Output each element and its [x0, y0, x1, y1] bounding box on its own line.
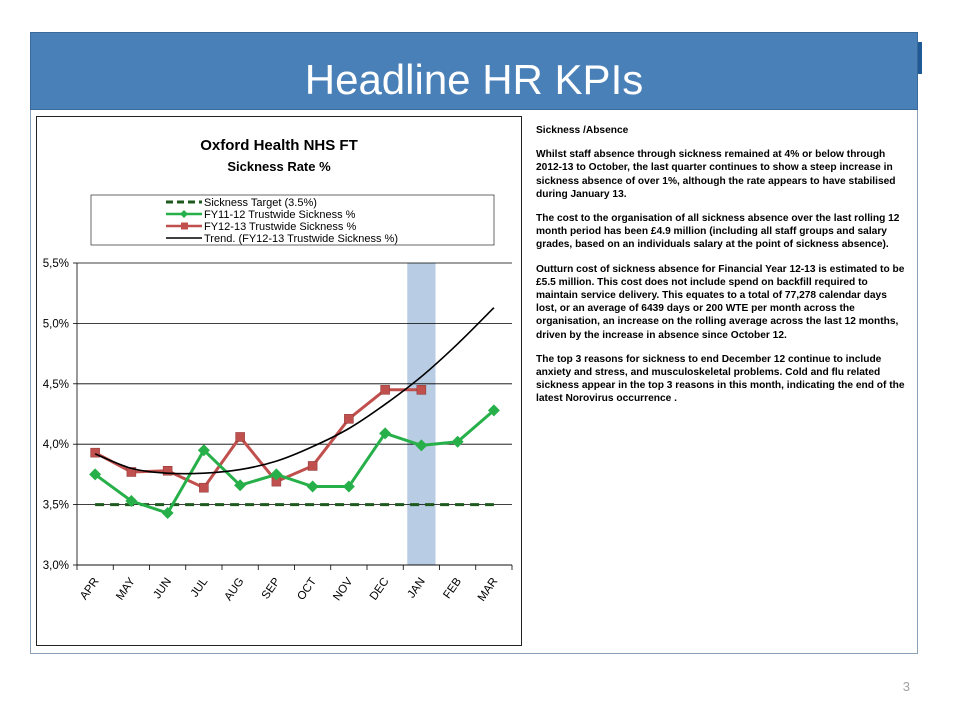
x-tick-label-oct: OCT — [295, 575, 320, 603]
y-tick-label: 5,0% — [42, 318, 69, 331]
chart-subtitle: Sickness Rate % — [227, 159, 331, 174]
page-title: Headline HR KPIs — [304, 56, 644, 103]
paragraph-absence-trend: Whilst staff absence through sickness remained at 4% or below through 2012-13 to October, the last quarter continues to show a steep increase in sickness absence of over 1%, although the rate appears to have stabilised during January 13. — [536, 149, 896, 200]
point-fy1213-nov — [344, 414, 353, 423]
x-tick-label-mar: MAR — [475, 575, 501, 604]
point-fy1213-jan — [417, 385, 426, 394]
legend-label: FY11-12 Trustwide Sickness % — [204, 209, 356, 221]
header-accent-bar — [918, 42, 922, 74]
plot-area — [43, 258, 512, 604]
legend-label: FY12-13 Trustwide Sickness % — [204, 221, 357, 233]
point-fy1213-dec — [381, 385, 390, 394]
y-tick-label: 3,0% — [42, 560, 69, 572]
paragraph-cost: The cost to the organisation of all sickness absence over the last rolling 12 month period has been £4.9 million (including all staff groups and salary grades, based on an individuals salary at the point of sickness absence). — [536, 213, 900, 251]
x-tick-label-sep: SEP — [259, 575, 283, 602]
point-fy1213-aug — [236, 432, 245, 441]
page-number: 3 — [902, 679, 910, 694]
x-tick-label-aug: AUG — [222, 575, 247, 604]
y-tick-label: 4,5% — [42, 378, 69, 391]
point-fy1112-jun — [162, 507, 174, 519]
x-tick-label-jan: JAN — [405, 575, 428, 601]
sickness-rate-chart — [36, 116, 522, 646]
x-tick-label-jul: JUL — [188, 575, 211, 600]
point-fy1213-oct — [308, 461, 317, 470]
series-fy1213-line — [95, 390, 421, 488]
x-tick-label-may: MAY — [114, 575, 138, 603]
chart-title: Oxford Health NHS FT — [200, 137, 358, 154]
x-tick-label-dec: DEC — [367, 575, 392, 603]
x-tick-label-feb: FEB — [441, 575, 465, 602]
point-fy1112-oct — [307, 480, 319, 492]
y-tick-label: 3,5% — [42, 499, 69, 512]
y-tick-label: 5,5% — [42, 258, 69, 270]
legend-marker-fy1213 — [181, 223, 188, 230]
highlight-band-jan — [407, 263, 435, 565]
x-tick-label-jun: JUN — [151, 575, 175, 602]
paragraph-outturn: Outturn cost of sickness absence for Financial Year 12-13 is estimated to be £5.5 million. This cost does not include spend on backfill required to maintain service delivery. This equates to a total of 77,278 calendar days lost, or an average of 6439 days or 200 WTE per month across the organisation, an increase on the rolling average across the last 12 months, driven by the increase in absence since October 12. — [536, 263, 905, 341]
paragraph-top-reasons: The top 3 reasons for sickness to end December 12 continue to include anxiety and stress, and musculoskeletal problems. Cold and flu related sickness appear in the top 3 reasons in this month, indicating the end of the latest Norovirus occurrence . — [536, 353, 905, 405]
y-tick-label: 4,0% — [42, 439, 69, 452]
legend-label: Trend. (FY12-13 Trustwide Sickness %) — [204, 233, 398, 245]
legend-label: Sickness Target (3.5%) — [204, 197, 317, 209]
text-panel — [536, 124, 908, 417]
text-heading: Sickness /Absence — [536, 125, 629, 136]
x-tick-label-apr: APR — [78, 575, 102, 603]
point-fy1213-jul — [199, 483, 208, 492]
x-tick-label-nov: NOV — [331, 575, 356, 604]
